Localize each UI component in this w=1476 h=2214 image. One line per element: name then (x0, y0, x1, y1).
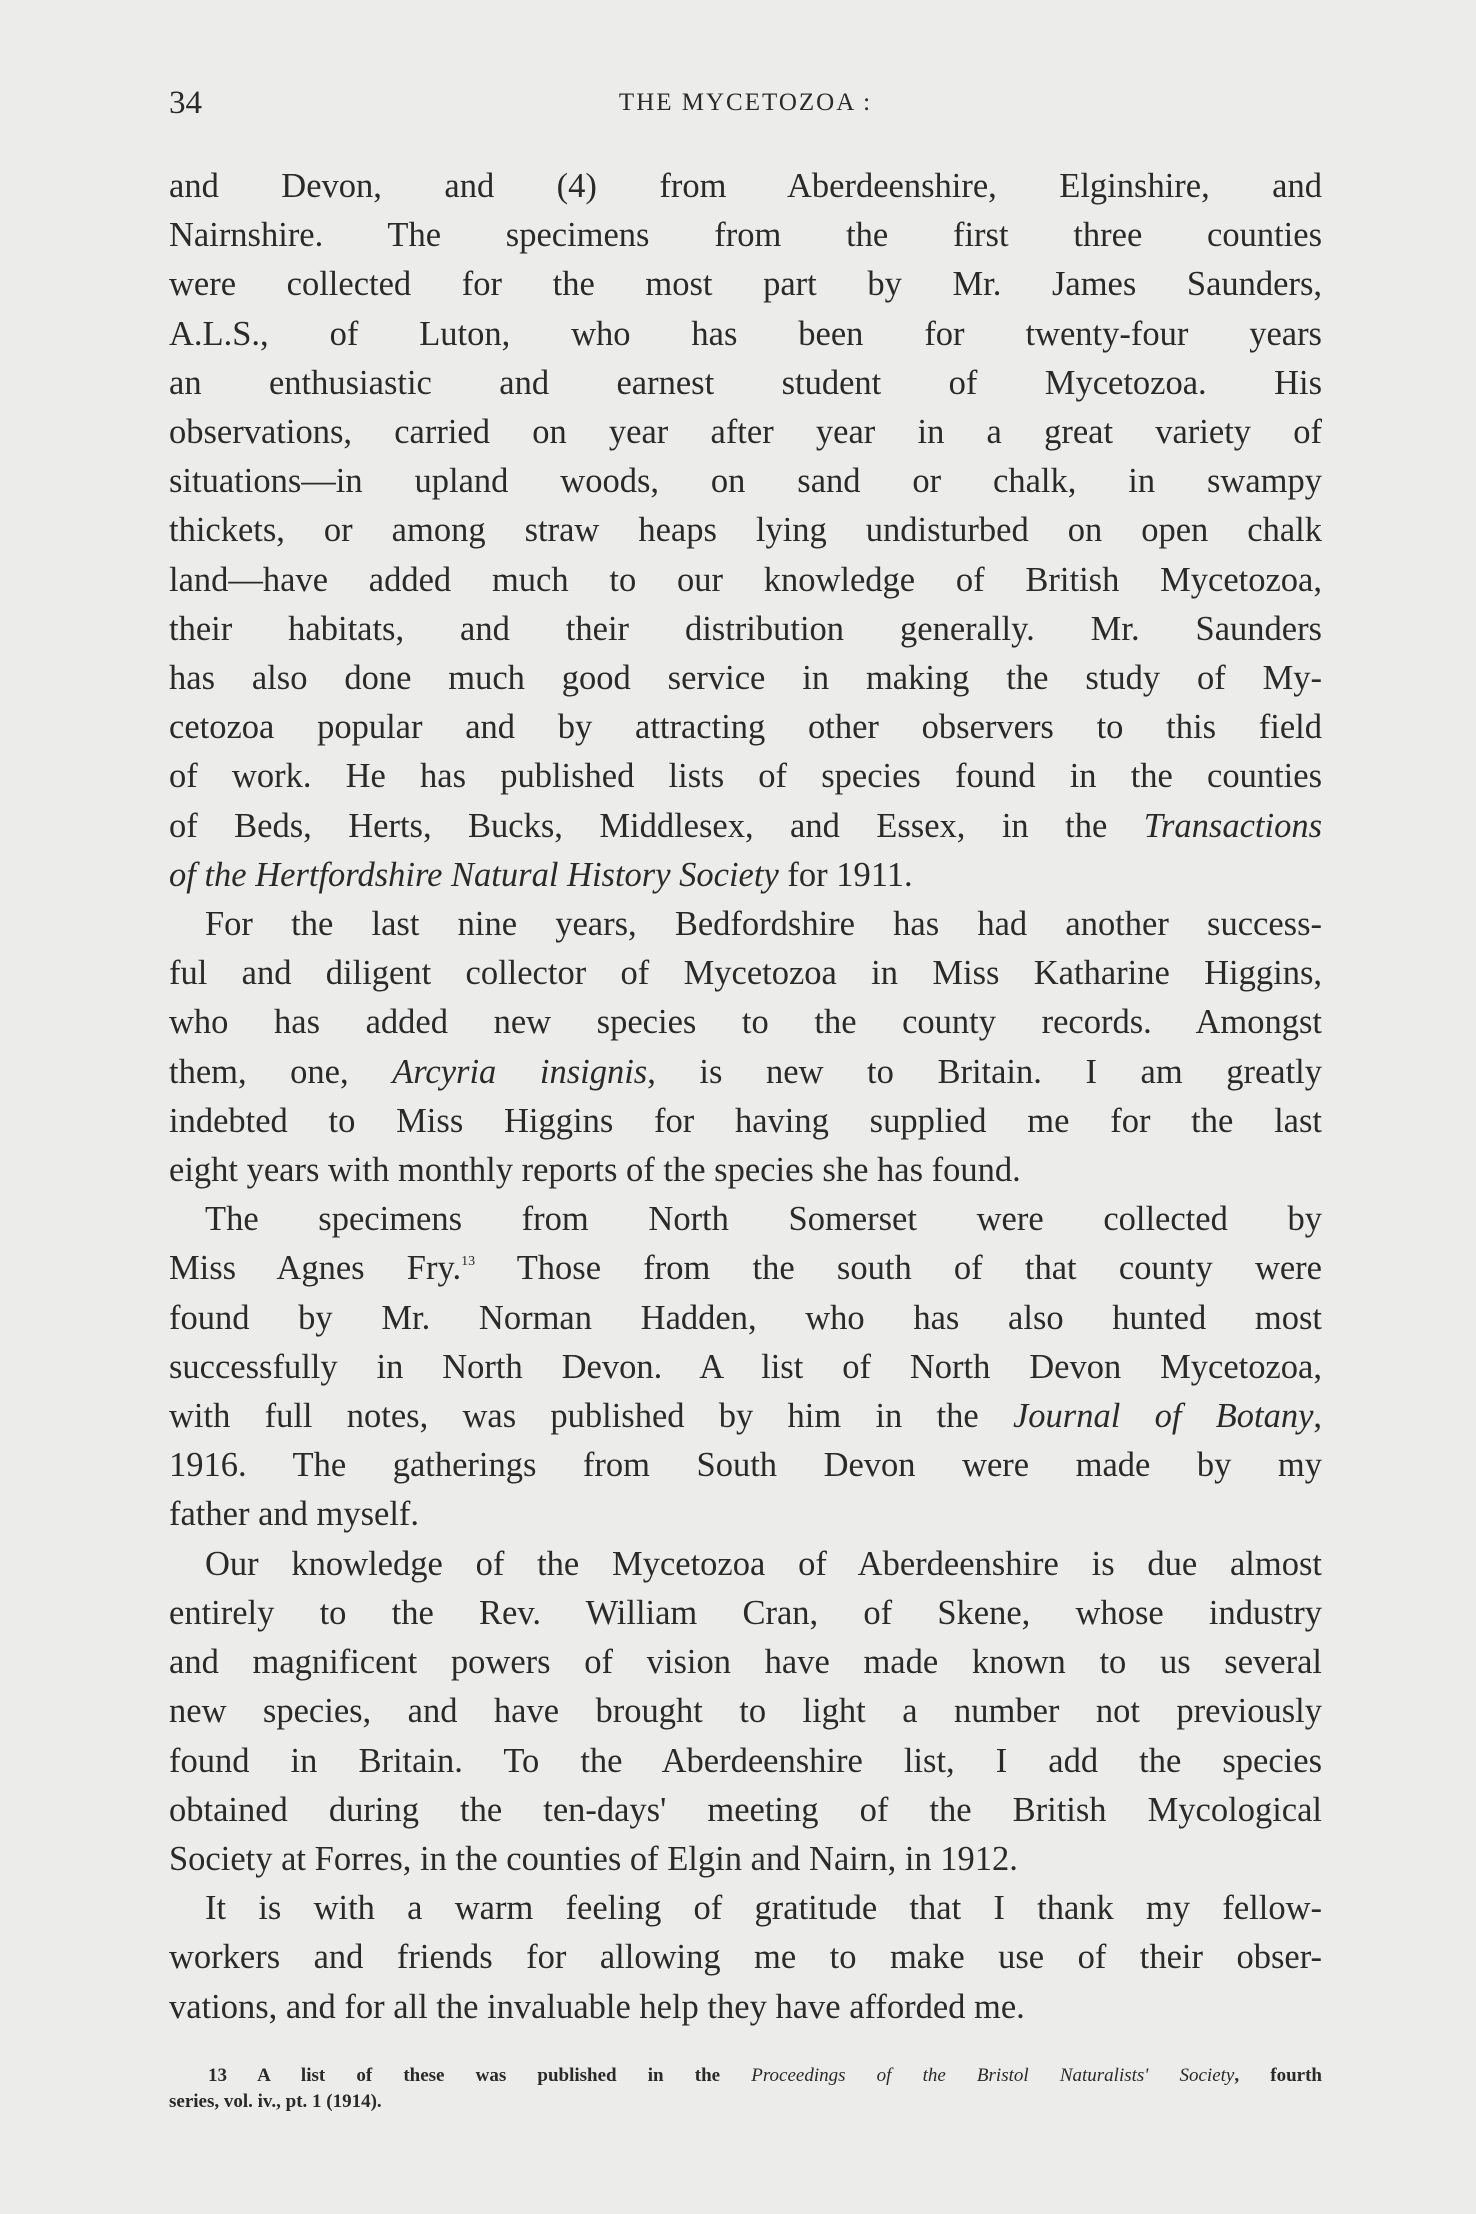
italic-title: Transactions (1143, 806, 1322, 845)
text-line: obtained during the ten-days' meeting of the British Mycological (169, 1790, 1322, 1829)
italic-species: Arcyria insignis (392, 1052, 648, 1091)
text-line: Our knowledge of the Mycetozoa of Aberdeenshire is due almost (205, 1544, 1322, 1583)
text-line: Society at Forres, in the counties of Elgin and Nairn, in 1912. (169, 1839, 1018, 1878)
running-head: THE MYCETOZOA : (618, 89, 873, 116)
footnote (169, 2063, 1322, 2115)
text-segment: Miss Agnes Fry. (169, 1249, 462, 1288)
text-segment: Those from the south of that county were (516, 1249, 1322, 1288)
text-line: who has added new species to the county records. Amongst (169, 1003, 1322, 1042)
text-segment: 13 A list of these was published in the (208, 2065, 721, 2086)
text-line: of work. He has published lists of species found in the counties (169, 757, 1322, 796)
text-line (169, 1048, 1322, 1097)
text-line: new species, and have brought to light a number not previously (169, 1692, 1322, 1731)
text-segment: , is new to Britain. I am greatly (647, 1052, 1323, 1091)
text-line: For the last nine years, Bedfordshire has had another success- (205, 905, 1322, 944)
text-line: their habitats, and their distribution generally. Mr. Saunders (169, 609, 1322, 648)
text-line: entirely to the Rev. William Cran, of Skene, whose industry (169, 1593, 1322, 1632)
page-number: 34 (169, 85, 202, 121)
text-line: It is with a warm feeling of gratitude that I thank my fellow- (205, 1889, 1322, 1928)
text-line: an enthusiastic and earnest student of Mycetozoa. His (169, 363, 1322, 402)
text-line (169, 851, 1322, 900)
text-line: and Devon, and (4) from Aberdeenshire, Elginshire, and (169, 167, 1322, 205)
footnote-line: series, vol. iv., pt. 1 (1914). (169, 2091, 382, 2112)
text-line (169, 802, 1322, 851)
text-line: ful and diligent collector of Mycetozoa in Miss Katharine Higgins, (169, 954, 1322, 993)
text-line: thickets, or among straw heaps lying undisturbed on open chalk (169, 511, 1322, 550)
text-segment: with full notes, was published by him in the (169, 1397, 979, 1436)
text-line: eight years with monthly reports of the species she has found. (169, 1151, 1021, 1190)
text-line: has also done much good service in making the study of My- (169, 659, 1322, 698)
text-line (169, 1392, 1322, 1441)
text-segment: for 1911. (787, 855, 913, 894)
text-segment: , (1313, 1397, 1323, 1436)
paragraph-5 (169, 1884, 1322, 2032)
text-line: cetozoa popular and by attracting other observers to this field (169, 708, 1322, 747)
text-line: Nairnshire. The specimens from the first three counties (169, 216, 1322, 255)
footnote-ref: 13 (461, 1254, 476, 1270)
text-segment: of Beds, Herts, Bucks, Middlesex, and Essex, in the (169, 806, 1108, 845)
paragraph-3 (169, 1195, 1322, 1539)
text-line (169, 1244, 1322, 1293)
italic-title: Journal of Botany (1012, 1397, 1314, 1436)
text-line: and magnificent powers of vision have made known to us several (169, 1643, 1322, 1682)
paragraph-2 (169, 900, 1322, 1195)
text-line: A.L.S., of Luton, who has been for twenty-four years (169, 314, 1322, 353)
text-segment: , fourth (1234, 2065, 1322, 2086)
text-line: The specimens from North Somerset were collected by (205, 1200, 1322, 1239)
text-line: observations, carried on year after year in a great variety of (169, 413, 1322, 452)
paragraph-1 (169, 162, 1322, 900)
footnote-line (208, 2063, 1322, 2089)
text-line: land—have added much to our knowledge of British Mycetozoa, (169, 560, 1322, 599)
text-line: found in Britain. To the Aberdeenshire list, I add the species (169, 1741, 1322, 1780)
text-segment: them, one, (169, 1052, 349, 1091)
text-line: vations, and for all the invaluable help they have afforded me. (169, 1987, 1025, 2026)
italic-title: of the Hertfordshire Natural History Society (169, 855, 779, 894)
text-line: 1916. The gatherings from South Devon were made by my (169, 1446, 1322, 1485)
text-line: situations—in upland woods, on sand or chalk, in swampy (169, 462, 1322, 501)
text-line: workers and friends for allowing me to make use of their obser- (169, 1938, 1322, 1977)
italic-title: Proceedings of the Bristol Naturalists' Society (751, 2065, 1235, 2086)
text-line: father and myself. (169, 1495, 420, 1534)
paragraph-4 (169, 1540, 1322, 1884)
text-line: found by Mr. Norman Hadden, who has also hunted most (169, 1298, 1322, 1337)
text-line: successfully in North Devon. A list of North Devon Mycetozoa, (169, 1347, 1322, 1386)
page-header (169, 78, 1322, 128)
body-text (169, 162, 1322, 2032)
text-line: indebted to Miss Higgins for having supplied me for the last (169, 1101, 1322, 1140)
text-line: were collected for the most part by Mr. James Saunders, (169, 265, 1322, 304)
